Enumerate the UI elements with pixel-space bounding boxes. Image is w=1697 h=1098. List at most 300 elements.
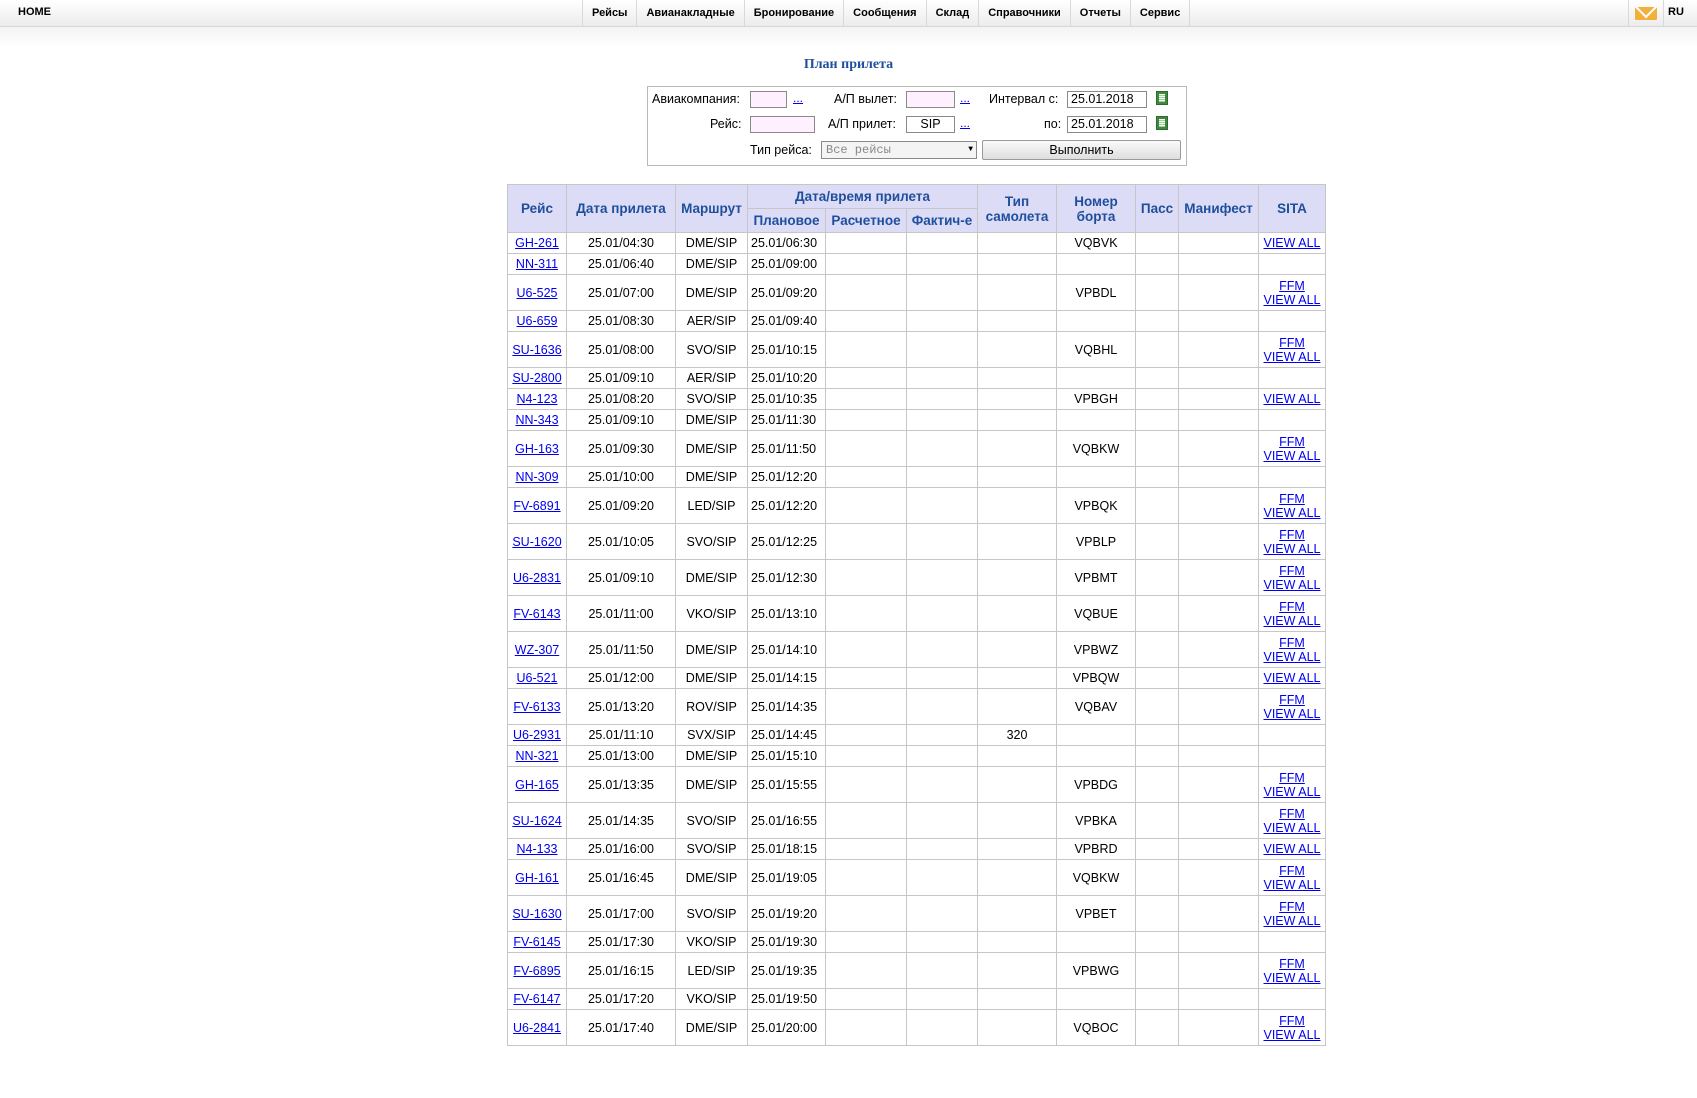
flight-link[interactable]: FV-6895: [513, 963, 561, 978]
estimated-cell: [826, 839, 907, 860]
sita-ffm-link[interactable]: FFM: [1279, 863, 1305, 878]
arrival-airport-lookup-link[interactable]: ...: [960, 116, 971, 130]
interval-to-input[interactable]: 25.01.2018: [1067, 116, 1147, 133]
sita-cell: [1259, 467, 1326, 488]
flight-link[interactable]: FV-6145: [513, 935, 561, 949]
manifest-cell: [1179, 989, 1259, 1010]
flight-type-value: Все рейсы: [826, 143, 891, 157]
arrival-airport-label: А/П прилет:: [828, 117, 896, 131]
flight-cell: [508, 389, 567, 410]
actual-cell: [907, 560, 978, 596]
sita-view-all-link[interactable]: VIEW ALL: [1263, 392, 1321, 406]
actual-cell: [907, 389, 978, 410]
actual-cell: [907, 689, 978, 725]
flight-link[interactable]: FV-6143: [513, 606, 561, 621]
tail-number-cell: VQBOC: [1057, 1010, 1136, 1046]
table-row: [508, 1010, 1326, 1046]
pax-cell: [1136, 632, 1179, 668]
planned-cell: 25.01/10:15: [748, 332, 826, 368]
arrival-date-cell: 25.01/07:00: [567, 275, 676, 311]
planned-cell: 25.01/09:20: [748, 275, 826, 311]
mail-button[interactable]: [1628, 0, 1664, 26]
arrival-date-cell: 25.01/16:45: [567, 860, 676, 896]
pax-cell: [1136, 254, 1179, 275]
sita-view-all-link[interactable]: VIEW ALL: [1263, 541, 1321, 556]
arrival-date-cell: 25.01/08:20: [567, 389, 676, 410]
route-cell: LED/SIP: [676, 488, 748, 524]
actual-cell: [907, 989, 978, 1010]
sita-cell: [1259, 389, 1326, 410]
dropdown-arrow-icon: ▼: [968, 145, 973, 154]
manifest-cell: [1179, 431, 1259, 467]
table-row: [508, 953, 1326, 989]
table-row: [508, 524, 1326, 560]
topbar-shadow: [0, 27, 1697, 47]
sita-view-all-link[interactable]: VIEW ALL: [1263, 970, 1321, 985]
route-cell: DME/SIP: [676, 410, 748, 431]
departure-airport-lookup-link[interactable]: ...: [960, 91, 971, 105]
route-cell: DME/SIP: [676, 746, 748, 767]
estimated-cell: [826, 860, 907, 896]
aircraft-type-cell: [978, 860, 1057, 896]
flight-link[interactable]: SU-1620: [512, 534, 562, 549]
sita-ffm-link[interactable]: FFM: [1279, 491, 1305, 506]
pax-cell: [1136, 896, 1179, 932]
flight-cell: [508, 839, 567, 860]
calendar-from-icon[interactable]: [1156, 91, 1168, 105]
flight-cell: [508, 332, 567, 368]
flight-link[interactable]: GH-161: [515, 870, 559, 885]
sita-view-all-link[interactable]: VIEW ALL: [1263, 671, 1321, 685]
pax-cell: [1136, 368, 1179, 389]
route-cell: DME/SIP: [676, 860, 748, 896]
estimated-cell: [826, 896, 907, 932]
home-link[interactable]: HOME: [18, 6, 51, 18]
flight-cell: [508, 488, 567, 524]
table-row: [508, 803, 1326, 839]
flight-link[interactable]: SU-1636: [512, 342, 562, 357]
tail-number-cell: VPBDL: [1057, 275, 1136, 311]
actual-cell: [907, 632, 978, 668]
aircraft-type-cell: [978, 746, 1057, 767]
menu-item-flights[interactable]: Рейсы: [582, 0, 637, 26]
table-row: [508, 311, 1326, 332]
sita-cell: [1259, 896, 1326, 932]
flight-input[interactable]: [750, 116, 815, 133]
col-aircraft-type: [978, 185, 1057, 233]
sita-view-all-link[interactable]: VIEW ALL: [1263, 649, 1321, 664]
route-cell: SVO/SIP: [676, 332, 748, 368]
arrival-date-cell: 25.01/09:30: [567, 431, 676, 467]
flight-link[interactable]: N4-123: [516, 392, 558, 406]
run-button[interactable]: Выполнить: [982, 140, 1181, 160]
sita-view-all-link[interactable]: VIEW ALL: [1263, 349, 1321, 364]
interval-from-label: Интервал с:: [989, 92, 1059, 106]
sita-cell: [1259, 560, 1326, 596]
arrival-date-cell: 25.01/13:00: [567, 746, 676, 767]
pax-cell: [1136, 233, 1179, 254]
col-tail-line1: Номер: [1074, 193, 1118, 209]
flight-link[interactable]: U6-521: [516, 671, 558, 685]
sita-view-all-link[interactable]: VIEW ALL: [1263, 292, 1321, 307]
table-row: [508, 989, 1326, 1010]
arrival-date-cell: 25.01/14:35: [567, 803, 676, 839]
flight-cell: [508, 560, 567, 596]
estimated-cell: [826, 953, 907, 989]
tail-number-cell: [1057, 989, 1136, 1010]
table-row: [508, 860, 1326, 896]
sita-ffm-link[interactable]: FFM: [1279, 335, 1305, 350]
route-cell: DME/SIP: [676, 632, 748, 668]
aircraft-type-cell: [978, 524, 1057, 560]
aircraft-type-cell: [978, 689, 1057, 725]
pax-cell: [1136, 689, 1179, 725]
route-cell: VKO/SIP: [676, 932, 748, 953]
sita-cell: [1259, 524, 1326, 560]
estimated-cell: [826, 332, 907, 368]
interval-to-label: по:: [1044, 117, 1062, 131]
estimated-cell: [826, 932, 907, 953]
sita-cell: [1259, 746, 1326, 767]
planned-cell: 25.01/18:15: [748, 839, 826, 860]
sita-cell: [1259, 803, 1326, 839]
flight-link[interactable]: NN-311: [515, 257, 559, 271]
aircraft-type-cell: [978, 896, 1057, 932]
flight-link[interactable]: U6-525: [516, 285, 558, 300]
flight-cell: [508, 767, 567, 803]
flight-link[interactable]: FV-6133: [513, 699, 561, 714]
manifest-cell: [1179, 488, 1259, 524]
calendar-to-icon[interactable]: [1156, 116, 1168, 130]
sita-cell: [1259, 1010, 1326, 1046]
estimated-cell: [826, 233, 907, 254]
flight-link[interactable]: FV-6147: [513, 992, 561, 1006]
arrival-date-cell: 25.01/08:30: [567, 311, 676, 332]
departure-airport-input[interactable]: [906, 91, 955, 108]
pax-cell: [1136, 1010, 1179, 1046]
menu-item-airwaybills[interactable]: Авианакладные: [637, 0, 744, 26]
planned-cell: 25.01/14:45: [748, 725, 826, 746]
flight-link[interactable]: WZ-307: [514, 642, 560, 657]
manifest-cell: [1179, 389, 1259, 410]
actual-cell: [907, 767, 978, 803]
sita-view-all-link[interactable]: VIEW ALL: [1263, 820, 1321, 835]
airline-lookup-link[interactable]: ...: [793, 91, 804, 105]
actual-cell: [907, 803, 978, 839]
manifest-cell: [1179, 839, 1259, 860]
tail-number-cell: [1057, 746, 1136, 767]
flight-link[interactable]: GH-165: [515, 777, 559, 792]
sita-cell: [1259, 431, 1326, 467]
route-cell: DME/SIP: [676, 431, 748, 467]
route-cell: VKO/SIP: [676, 596, 748, 632]
aircraft-type-cell: [978, 668, 1057, 689]
arrival-airport-input[interactable]: SIP: [906, 116, 955, 133]
sita-ffm-link[interactable]: FFM: [1279, 806, 1305, 821]
manifest-cell: [1179, 632, 1259, 668]
flight-link[interactable]: U6-2831: [513, 570, 561, 585]
menu-item-references[interactable]: Справочники: [979, 0, 1071, 26]
manifest-cell: [1179, 311, 1259, 332]
flight-cell: [508, 524, 567, 560]
col-tail-number: [1057, 185, 1136, 233]
flight-label: Рейс:: [710, 117, 742, 131]
aircraft-type-cell: [978, 431, 1057, 467]
planned-cell: 25.01/14:35: [748, 689, 826, 725]
sita-ffm-link[interactable]: FFM: [1279, 278, 1305, 293]
route-cell: DME/SIP: [676, 233, 748, 254]
sita-ffm-link[interactable]: FFM: [1279, 956, 1305, 971]
tail-number-cell: VPBWG: [1057, 953, 1136, 989]
pax-cell: [1136, 389, 1179, 410]
arrival-date-cell: 25.01/13:35: [567, 767, 676, 803]
planned-cell: 25.01/13:10: [748, 596, 826, 632]
tail-number-cell: VPBKA: [1057, 803, 1136, 839]
flight-link[interactable]: NN-321: [515, 749, 559, 763]
tail-number-cell: [1057, 311, 1136, 332]
flight-link[interactable]: SU-2800: [512, 371, 562, 385]
route-cell: DME/SIP: [676, 767, 748, 803]
actual-cell: [907, 368, 978, 389]
flight-link[interactable]: U6-2841: [513, 1020, 561, 1035]
arrival-date-cell: 25.01/11:10: [567, 725, 676, 746]
actual-cell: [907, 467, 978, 488]
estimated-cell: [826, 254, 907, 275]
pax-cell: [1136, 839, 1179, 860]
manifest-cell: [1179, 560, 1259, 596]
planned-cell: 25.01/12:20: [748, 488, 826, 524]
menu-item-messages[interactable]: Сообщения: [844, 0, 926, 26]
arrival-date-cell: 25.01/09:20: [567, 488, 676, 524]
sita-view-all-link[interactable]: VIEW ALL: [1263, 913, 1321, 928]
actual-cell: [907, 488, 978, 524]
tail-number-cell: [1057, 368, 1136, 389]
aircraft-type-cell: [978, 953, 1057, 989]
pax-cell: [1136, 803, 1179, 839]
tail-number-cell: [1057, 467, 1136, 488]
planned-cell: 25.01/20:00: [748, 1010, 826, 1046]
pax-cell: [1136, 488, 1179, 524]
actual-cell: [907, 254, 978, 275]
table-row: [508, 332, 1326, 368]
flight-cell: [508, 803, 567, 839]
sita-cell: [1259, 596, 1326, 632]
flight-link[interactable]: U6-2931: [513, 728, 561, 742]
flight-link[interactable]: U6-659: [516, 314, 558, 328]
arrivals-table: [507, 184, 1326, 1046]
estimated-cell: [826, 725, 907, 746]
sita-ffm-link[interactable]: FFM: [1279, 599, 1305, 614]
table-row: [508, 233, 1326, 254]
table-row: [508, 896, 1326, 932]
filter-form: [647, 86, 1187, 166]
tail-number-cell: VQBKW: [1057, 860, 1136, 896]
menu-item-warehouse[interactable]: Склад: [927, 0, 980, 26]
sita-view-all-link[interactable]: VIEW ALL: [1263, 842, 1321, 856]
arrival-date-cell: 25.01/09:10: [567, 560, 676, 596]
manifest-cell: [1179, 932, 1259, 953]
route-cell: DME/SIP: [676, 467, 748, 488]
sita-cell: [1259, 668, 1326, 689]
sita-cell: [1259, 989, 1326, 1010]
pax-cell: [1136, 332, 1179, 368]
manifest-cell: [1179, 332, 1259, 368]
manifest-cell: [1179, 254, 1259, 275]
flight-link[interactable]: FV-6891: [513, 498, 561, 513]
planned-cell: 25.01/12:30: [748, 560, 826, 596]
sita-ffm-link[interactable]: FFM: [1279, 899, 1305, 914]
table-row: [508, 689, 1326, 725]
table-row: [508, 725, 1326, 746]
route-cell: AER/SIP: [676, 311, 748, 332]
table-row: [508, 932, 1326, 953]
actual-cell: [907, 725, 978, 746]
col-tail-line2: борта: [1076, 208, 1116, 224]
actual-cell: [907, 332, 978, 368]
route-cell: AER/SIP: [676, 368, 748, 389]
sita-ffm-link[interactable]: FFM: [1279, 635, 1305, 650]
arrival-date-cell: 25.01/17:40: [567, 1010, 676, 1046]
flight-link[interactable]: GH-163: [515, 441, 559, 456]
aircraft-type-cell: [978, 1010, 1057, 1046]
sita-view-all-link[interactable]: VIEW ALL: [1263, 448, 1321, 463]
aircraft-type-cell: [978, 410, 1057, 431]
sita-ffm-link[interactable]: FFM: [1279, 692, 1305, 707]
flight-type-select[interactable]: [821, 141, 977, 159]
manifest-cell: [1179, 467, 1259, 488]
aircraft-type-cell: [978, 254, 1057, 275]
tail-number-cell: VQBUE: [1057, 596, 1136, 632]
sita-ffm-link[interactable]: FFM: [1279, 527, 1305, 542]
estimated-cell: [826, 989, 907, 1010]
estimated-cell: [826, 389, 907, 410]
route-cell: SVX/SIP: [676, 725, 748, 746]
aircraft-type-cell: [978, 839, 1057, 860]
departure-airport-label: А/П вылет:: [834, 92, 897, 106]
sita-ffm-link[interactable]: FFM: [1279, 563, 1305, 578]
aircraft-type-cell: [978, 596, 1057, 632]
arrival-date-cell: 25.01/10:05: [567, 524, 676, 560]
flight-cell: [508, 896, 567, 932]
flight-cell: [508, 467, 567, 488]
route-cell: SVO/SIP: [676, 896, 748, 932]
table-row: [508, 746, 1326, 767]
arrival-date-cell: 25.01/16:15: [567, 953, 676, 989]
language-switch[interactable]: RU: [1668, 6, 1684, 18]
aircraft-type-cell: [978, 767, 1057, 803]
manifest-cell: [1179, 524, 1259, 560]
flight-link[interactable]: N4-133: [516, 842, 558, 856]
pax-cell: [1136, 596, 1179, 632]
sita-ffm-link[interactable]: FFM: [1279, 770, 1305, 785]
estimated-cell: [826, 488, 907, 524]
sita-view-all-link[interactable]: VIEW ALL: [1263, 577, 1321, 592]
pax-cell: [1136, 860, 1179, 896]
route-cell: DME/SIP: [676, 1010, 748, 1046]
sita-view-all-link[interactable]: VIEW ALL: [1263, 1027, 1321, 1042]
sita-cell: [1259, 839, 1326, 860]
planned-cell: 25.01/15:55: [748, 767, 826, 803]
pax-cell: [1136, 311, 1179, 332]
interval-from-input[interactable]: 25.01.2018: [1067, 91, 1147, 108]
menu-item-service[interactable]: Сервис: [1131, 0, 1190, 26]
flight-link[interactable]: GH-261: [515, 236, 559, 250]
airline-input[interactable]: [750, 91, 787, 108]
pax-cell: [1136, 932, 1179, 953]
flight-cell: [508, 932, 567, 953]
flight-cell: [508, 746, 567, 767]
aircraft-type-cell: [978, 803, 1057, 839]
col-actual: Фактич-е: [907, 209, 978, 233]
flight-cell: [508, 596, 567, 632]
envelope-icon: [1635, 7, 1657, 20]
planned-cell: 25.01/19:20: [748, 896, 826, 932]
arrival-date-cell: 25.01/09:10: [567, 410, 676, 431]
sita-view-all-link[interactable]: VIEW ALL: [1263, 505, 1321, 520]
menu-item-reports[interactable]: Отчеты: [1071, 0, 1131, 26]
flight-cell: [508, 275, 567, 311]
sita-cell: [1259, 368, 1326, 389]
planned-cell: 25.01/10:20: [748, 368, 826, 389]
manifest-cell: [1179, 596, 1259, 632]
flight-link[interactable]: NN-343: [515, 413, 559, 427]
arrival-date-cell: 25.01/11:50: [567, 632, 676, 668]
pax-cell: [1136, 524, 1179, 560]
actual-cell: [907, 431, 978, 467]
planned-cell: 25.01/19:50: [748, 989, 826, 1010]
sita-view-all-link[interactable]: VIEW ALL: [1263, 877, 1321, 892]
col-sita: SITA: [1259, 185, 1326, 233]
planned-cell: 25.01/12:20: [748, 467, 826, 488]
aircraft-type-cell: [978, 368, 1057, 389]
sita-ffm-link[interactable]: FFM: [1279, 434, 1305, 449]
tail-number-cell: VQBVK: [1057, 233, 1136, 254]
route-cell: ROV/SIP: [676, 689, 748, 725]
aircraft-type-cell: 320: [978, 725, 1057, 746]
tail-number-cell: VPBQW: [1057, 668, 1136, 689]
manifest-cell: [1179, 689, 1259, 725]
aircraft-type-cell: [978, 389, 1057, 410]
sita-view-all-link[interactable]: VIEW ALL: [1263, 613, 1321, 628]
arrival-date-cell: 25.01/04:30: [567, 233, 676, 254]
sita-view-all-link[interactable]: VIEW ALL: [1263, 236, 1321, 250]
menu-item-booking[interactable]: Бронирование: [745, 0, 844, 26]
sita-ffm-link[interactable]: FFM: [1279, 1013, 1305, 1028]
sita-view-all-link[interactable]: VIEW ALL: [1263, 784, 1321, 799]
flight-cell: [508, 410, 567, 431]
sita-view-all-link[interactable]: VIEW ALL: [1263, 706, 1321, 721]
manifest-cell: [1179, 803, 1259, 839]
manifest-cell: [1179, 1010, 1259, 1046]
tail-number-cell: VQBHL: [1057, 332, 1136, 368]
actual-cell: [907, 860, 978, 896]
flight-link[interactable]: SU-1624: [512, 813, 562, 828]
sita-cell: [1259, 275, 1326, 311]
top-menu-bar: [0, 0, 1697, 27]
flight-cell: [508, 725, 567, 746]
table-row: [508, 410, 1326, 431]
sita-cell: [1259, 254, 1326, 275]
col-planned: Плановое: [748, 209, 826, 233]
flight-link[interactable]: SU-1630: [512, 906, 562, 921]
flight-cell: [508, 1010, 567, 1046]
flight-link[interactable]: NN-309: [515, 470, 559, 484]
planned-cell: 25.01/09:00: [748, 254, 826, 275]
table-body: [508, 233, 1326, 1046]
planned-cell: 25.01/11:50: [748, 431, 826, 467]
actual-cell: [907, 233, 978, 254]
estimated-cell: [826, 560, 907, 596]
